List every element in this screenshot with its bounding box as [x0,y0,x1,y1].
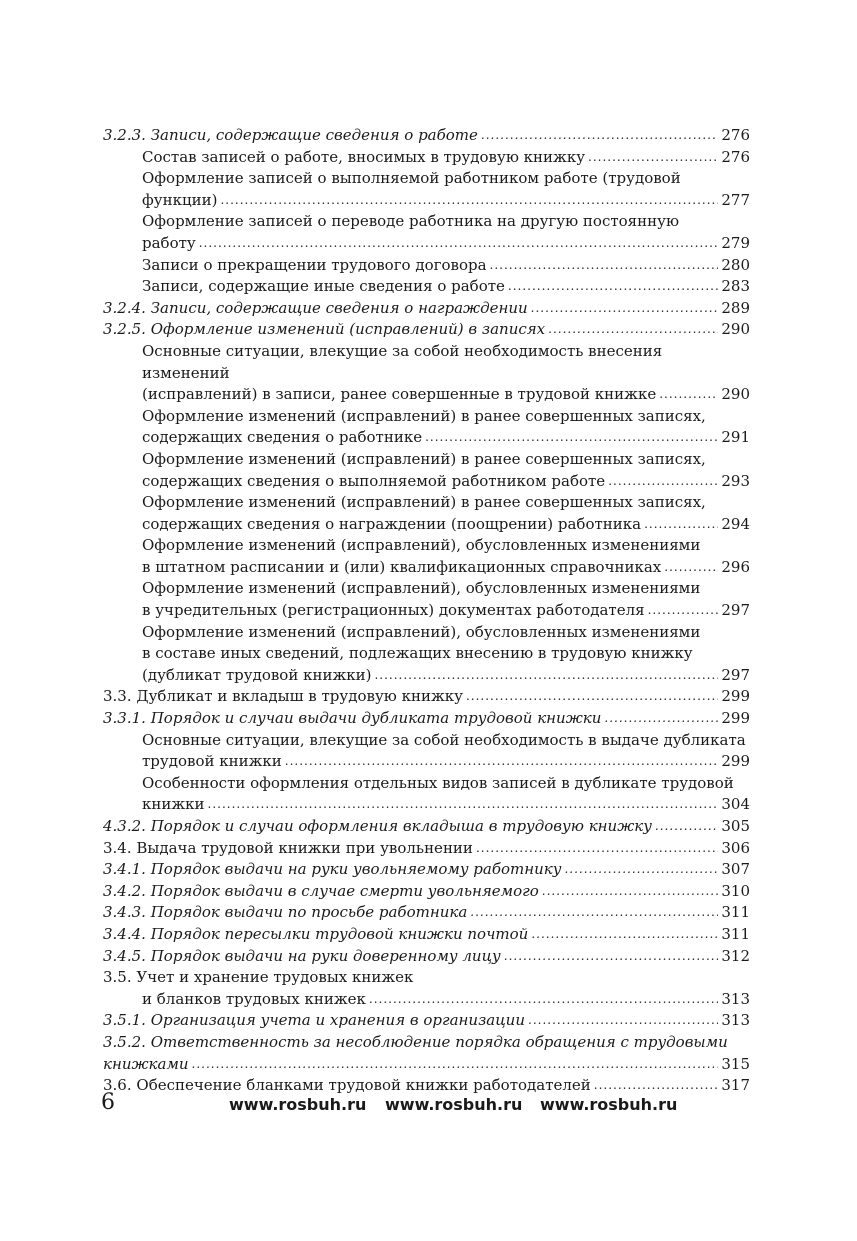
dot-leader [608,471,718,493]
dot-leader [470,902,718,924]
toc-entry-title: книжками [103,1054,189,1073]
page-number: 6 [101,1090,115,1115]
toc-entry-title: в штатном расписании и (или) квалификационных справочниках [142,557,662,576]
toc-entry[interactable] [103,341,750,406]
dot-leader [644,514,718,536]
toc-page-number: 307 [721,860,750,879]
toc-entry-title-line: Оформление изменений (исправлений), обусловленных изменениями [142,536,701,555]
toc-entry-title-line: Основные ситуации, влекущие за собой необходимость внесения изменений [142,341,663,382]
toc-page-number: 279 [721,233,750,252]
toc-entry[interactable] [103,168,750,211]
toc-entry[interactable] [103,708,750,730]
toc-page-number: 294 [721,514,750,533]
toc-entry[interactable] [103,859,750,881]
toc-entry[interactable] [103,686,750,708]
toc-page-number: 304 [721,795,750,814]
toc-page-number: 289 [721,298,750,317]
toc-entry[interactable] [103,967,750,1010]
toc-entry-title: 3.4.1. Порядок выдачи на руки увольняемому работнику [103,860,562,879]
dot-leader [531,298,719,320]
toc-entry[interactable] [103,298,750,320]
toc-page-number: 276 [721,147,750,166]
dot-leader [476,838,718,860]
toc-page-number: 299 [721,752,750,771]
dot-leader [285,751,719,773]
footer-website-2[interactable]: www.rosbuh.ru [385,1095,523,1114]
toc-entry-title: содержащих сведения о выполняемой работником работе [142,471,606,490]
dot-leader [548,319,718,341]
toc-entry-title: Записи о прекращении трудового договора [142,255,487,274]
toc-page-number: 280 [721,255,750,274]
dot-leader [425,427,718,449]
toc-entry-title: Состав записей о работе, вносимых в трудовую книжку [142,147,586,166]
dot-leader [199,233,719,255]
toc-entry[interactable] [103,773,750,816]
toc-entry-title-line: Особенности оформления отдельных видов записей в дубликате трудовой [142,773,734,792]
toc-entry-title-line: Оформление изменений (исправлений) в ранее совершенных записях, [142,449,706,468]
toc-entry-title: 3.3.1. Порядок и случаи выдачи дубликата трудовой книжки [103,709,602,728]
footer-website-1[interactable]: www.rosbuh.ru [229,1095,367,1114]
toc-entry[interactable] [103,578,750,621]
toc-entry-title: 3.2.3. Записи, содержащие сведения о работе [103,126,478,144]
toc-entry-title: (дубликат трудовой книжки) [142,665,372,684]
toc-entry-title-line: Оформление записей о переводе работника на другую постоянную [142,212,680,231]
toc-entry-title: 3.6. Обеспечение бланками трудовой книжки работодателей [103,1076,591,1095]
toc-page-number: 311 [721,903,750,922]
dot-leader [664,557,718,579]
toc-entry[interactable] [103,319,750,341]
toc-page-number: 299 [721,709,750,728]
toc-page-number: 313 [721,1011,750,1030]
toc-entry-title: Записи, содержащие иные сведения о работе [142,277,505,296]
toc-page-number: 297 [721,601,750,620]
dot-leader [594,1075,719,1097]
toc-entry-title: 4.3.2. Порядок и случаи оформления вкладыша в трудовую книжку [103,817,652,835]
toc-entry[interactable] [103,125,750,147]
toc-page-number: 291 [721,428,750,447]
toc-page-number: 276 [721,126,750,144]
toc-entry-title: 3.3. Дубликат и вкладыш в трудовую книжку [103,687,463,706]
dot-leader [192,1054,719,1076]
dot-leader [528,1010,718,1032]
toc-entry[interactable] [103,535,750,578]
toc-entry[interactable] [103,622,750,687]
dot-leader [648,600,719,622]
dot-leader [369,989,718,1011]
toc-page-number: 310 [721,881,750,900]
toc-entry-title: в учредительных (регистрационных) документах работодателя [142,601,645,620]
toc-entry[interactable] [103,492,750,535]
toc-page-number: 290 [721,320,750,339]
toc-entry-title: работу [142,233,196,252]
dot-leader [655,816,718,838]
toc-page-number: 296 [721,557,750,576]
toc-entry[interactable] [103,1032,750,1075]
toc-entry[interactable] [103,406,750,449]
toc-entry-title-line: Оформление изменений (исправлений) в ранее совершенных записях, [142,493,706,512]
toc-entry-title: 3.4.5. Порядок выдачи на руки доверенному лицу [103,946,501,965]
toc-entry[interactable] [103,1075,750,1097]
toc-entry[interactable] [103,1010,750,1032]
dot-leader [208,794,719,816]
toc-entry-title: трудовой книжки [142,752,282,771]
toc-entry[interactable] [103,838,750,860]
toc-entry-title: и бланков трудовых книжек [142,989,366,1008]
toc-page-number: 297 [721,665,750,684]
dot-leader [504,946,719,968]
toc-entry-title-line: Основные ситуации, влекущие за собой необходимость в выдаче дубликата [142,730,746,749]
toc-page-number: 290 [721,385,750,404]
dot-leader [466,686,718,708]
toc-page-number: 315 [721,1054,750,1073]
dot-leader [374,665,718,687]
toc-entry[interactable] [103,730,750,773]
toc-entry-title-line: 3.5.2. Ответственность за несоблюдение порядка обращения с трудовыми [103,1032,728,1051]
toc-page-number: 313 [721,989,750,1008]
dot-leader [659,384,718,406]
toc-entry[interactable] [103,147,750,169]
toc-entry-title: содержащих сведения о награждении (поощрении) работника [142,514,642,533]
toc-entry-title-line: Оформление записей о выполняемой работником работе (трудовой [142,169,681,188]
dot-leader [508,276,718,298]
toc-entry-title: функции) [142,190,218,209]
toc-entry[interactable] [103,902,750,924]
dot-leader [490,255,719,277]
toc-entry-title-line: Оформление изменений (исправлений), обусловленных изменениями [142,622,701,641]
dot-leader [564,859,718,881]
toc-entry-title: книжки [142,795,205,814]
toc-page-number: 317 [721,1076,750,1095]
toc-page-number: 306 [721,838,750,857]
dot-leader [531,924,718,946]
toc-entry-title: 3.4.2. Порядок выдачи в случае смерти увольняемого [103,881,539,900]
toc-page-number: 299 [721,687,750,706]
dot-leader [220,190,718,212]
toc-entry[interactable] [103,816,750,838]
toc-page-number: 305 [721,817,750,835]
toc-entry-title: 3.2.4. Записи, содержащие сведения о награждении [103,298,528,317]
toc-page-number: 311 [721,924,750,943]
toc-page-number: 293 [721,471,750,490]
toc-entry[interactable] [103,276,750,298]
toc-entry-title-line: в составе иных сведений, подлежащих внесению в трудовую книжку [142,644,693,663]
toc-page-number: 312 [721,946,750,965]
toc-entry-title-line: Оформление изменений (исправлений), обусловленных изменениями [142,579,701,598]
dot-leader [588,147,718,169]
toc-entry[interactable] [103,946,750,968]
toc-page-number: 283 [721,277,750,296]
toc-entry-title: 3.2.5. Оформление изменений (исправлений) в записях [103,320,546,339]
toc-page-number: 277 [721,190,750,209]
footer-website-3[interactable]: www.rosbuh.ru [540,1095,678,1114]
toc-entry-title: 3.5.1. Организация учета и хранения в организации [103,1011,525,1030]
toc-entry[interactable] [103,211,750,254]
toc-entry[interactable] [103,924,750,946]
toc-entry-title-line: Оформление изменений (исправлений) в ранее совершенных записях, [142,406,706,425]
dot-leader [604,708,718,730]
toc-entry[interactable] [103,449,750,492]
dot-leader [542,881,719,903]
toc-entry-title: содержащих сведения о работнике [142,428,423,447]
dot-leader [481,125,718,147]
table-of-contents [103,125,750,1097]
toc-entry-title: (исправлений) в записи, ранее совершенные в трудовой книжке [142,385,657,404]
toc-entry-title: 3.4.4. Порядок пересылки трудовой книжки почтой [103,924,529,943]
toc-entry-title-line: 3.5. Учет и хранение трудовых книжек [103,968,414,987]
toc-entry[interactable] [103,881,750,903]
toc-entry-title: 3.4.3. Порядок выдачи по просьбе работника [103,903,468,922]
toc-entry-title: 3.4. Выдача трудовой книжки при увольнении [103,838,473,857]
toc-entry[interactable] [103,255,750,277]
